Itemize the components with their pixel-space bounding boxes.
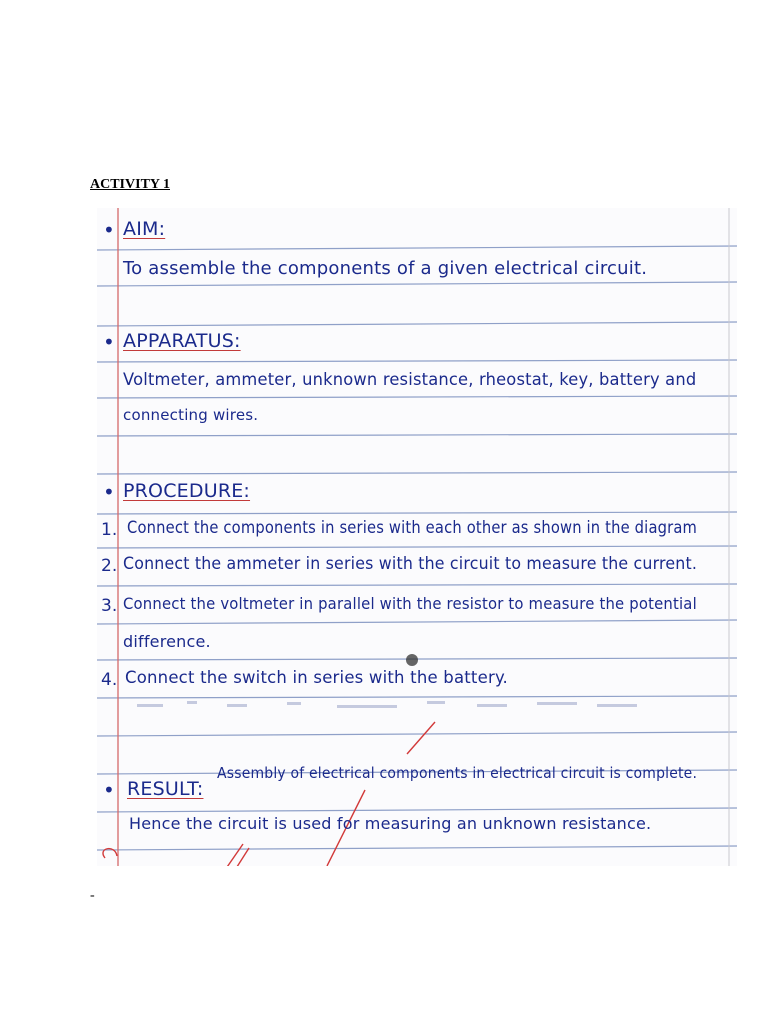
apparatus-heading: APPARATUS:: [123, 330, 241, 352]
step-number: 4.: [101, 670, 118, 690]
handwritten-notebook-page: [97, 208, 737, 866]
faded-smudge-row: [137, 701, 637, 708]
bullet-icon: •: [103, 218, 115, 242]
result-line-2: Hence the circuit is used for measuring an unknown resistance.: [129, 814, 652, 833]
result-line-1: Assembly of electrical components in electrical circuit is complete.: [217, 764, 698, 782]
step-number: 2.: [101, 556, 118, 576]
aim-text: To assemble the components of a given electrical circuit.: [123, 258, 648, 279]
step-number: 3.: [101, 596, 118, 616]
procedure-step: Connect the components in series with each other as shown in the diagram: [127, 518, 698, 537]
apparatus-line-2: connecting wires.: [123, 406, 259, 424]
ink-blot: [406, 654, 418, 666]
apparatus-line-1: Voltmeter, ammeter, unknown resistance, rheostat, key, battery and: [123, 370, 697, 390]
bullet-icon: •: [103, 778, 115, 802]
result-heading: RESULT:: [127, 778, 204, 800]
procedure-heading: PROCEDURE:: [123, 480, 251, 502]
bullet-icon: •: [103, 480, 115, 504]
trailing-mark: -: [90, 888, 95, 903]
procedure-step-continuation: difference.: [123, 632, 211, 651]
step-number: 1.: [101, 520, 118, 540]
aim-heading: AIM:: [123, 218, 166, 240]
procedure-step: Connect the ammeter in series with the circuit to measure the current.: [123, 554, 698, 573]
document-title: ACTIVITY 1: [90, 177, 170, 192]
procedure-step: Connect the switch in series with the battery.: [125, 668, 508, 687]
procedure-step: Connect the voltmeter in parallel with the resistor to measure the potential: [123, 594, 697, 613]
bullet-icon: •: [103, 330, 115, 354]
